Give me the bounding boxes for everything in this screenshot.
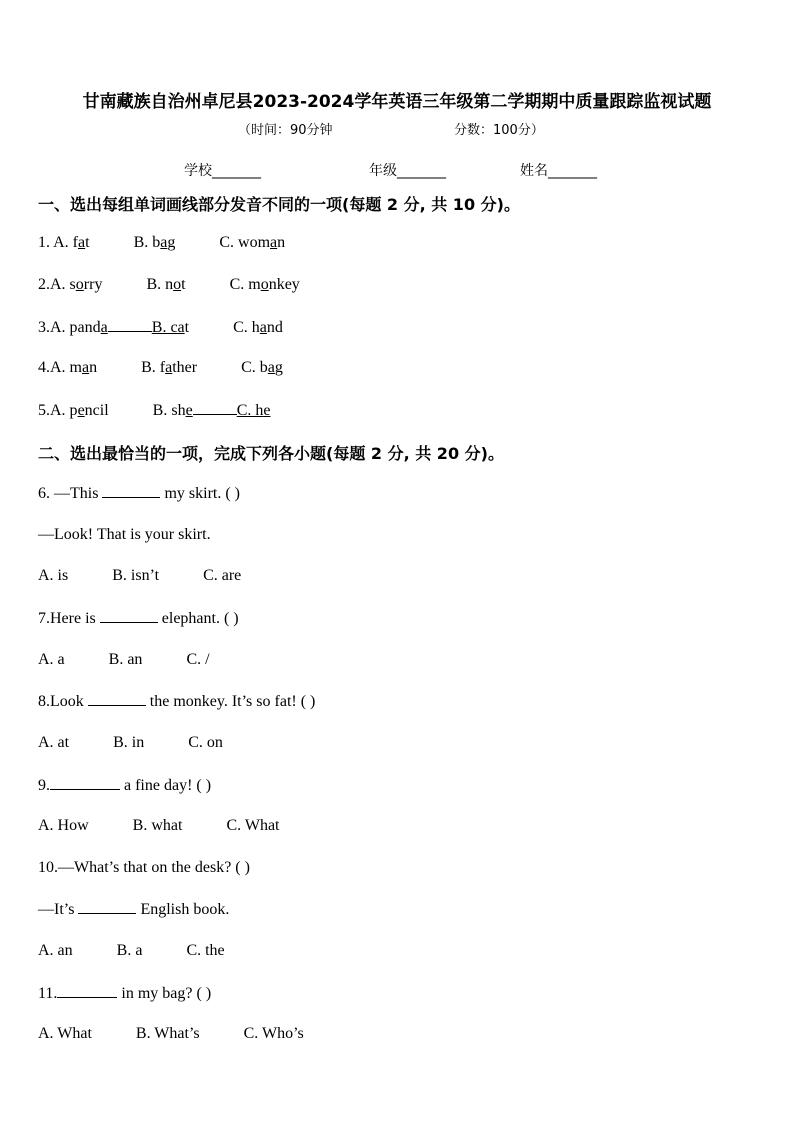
question-2: 2.A. sorry B. not C. monkey — [38, 276, 300, 293]
page-title: 甘南藏族自治州卓尼县2023-2024学年英语三年级第二学期期中质量跟踪监视试题 — [82, 92, 712, 112]
question-5: 5.A. pencil B. she C. he — [38, 402, 271, 419]
question-9-options: A. How B. what C. What — [38, 817, 280, 834]
school-field: 学校_______ — [184, 163, 261, 179]
question-4: 4.A. man B. father C. bag — [38, 359, 283, 376]
question-11: 11. in my bag? ( ) — [38, 985, 212, 1002]
question-1: 1. A. fat B. bag C. woman — [38, 234, 286, 251]
question-6-options: A. is B. isn’t C. are — [38, 567, 242, 584]
question-10-options: A. an B. a C. the — [38, 942, 225, 959]
answer-blank — [100, 608, 158, 623]
question-3: 3.A. panda B. cat C. hand — [38, 319, 283, 336]
question-11-options: A. What B. What’s C. Who’s — [38, 1025, 304, 1042]
score-info: 分数：100分） — [454, 123, 544, 138]
question-6: 6. —This my skirt. ( ) — [38, 485, 240, 502]
answer-blank — [78, 899, 136, 914]
question-10-reply: —It’s English book. — [38, 901, 230, 918]
question-9: 9. a fine day! ( ) — [38, 777, 212, 794]
answer-blank — [57, 983, 117, 998]
answer-blank — [88, 691, 146, 706]
answer-blank — [50, 775, 120, 790]
name-field: 姓名_______ — [520, 163, 597, 179]
time-info: （时间：90分钟 — [238, 123, 333, 138]
question-7-options: A. a B. an C. / — [38, 651, 210, 668]
question-6-reply: —Look! That is your skirt. — [38, 526, 211, 543]
section-2-heading: 二、选出最恰当的一项，完成下列各小题(每题 2 分, 共 20 分)。 — [38, 444, 504, 463]
question-7: 7.Here is elephant. ( ) — [38, 610, 239, 627]
grade-field: 年级_______ — [369, 163, 446, 179]
question-8: 8.Look the monkey. It’s so fat! ( ) — [38, 693, 316, 710]
answer-blank — [102, 483, 160, 498]
question-10: 10.—What’s that on the desk? ( ) — [38, 859, 250, 876]
question-8-options: A. at B. in C. on — [38, 734, 223, 751]
section-1-heading: 一、选出每组单词画线部分发音不同的一项(每题 2 分, 共 10 分)。 — [38, 195, 520, 214]
